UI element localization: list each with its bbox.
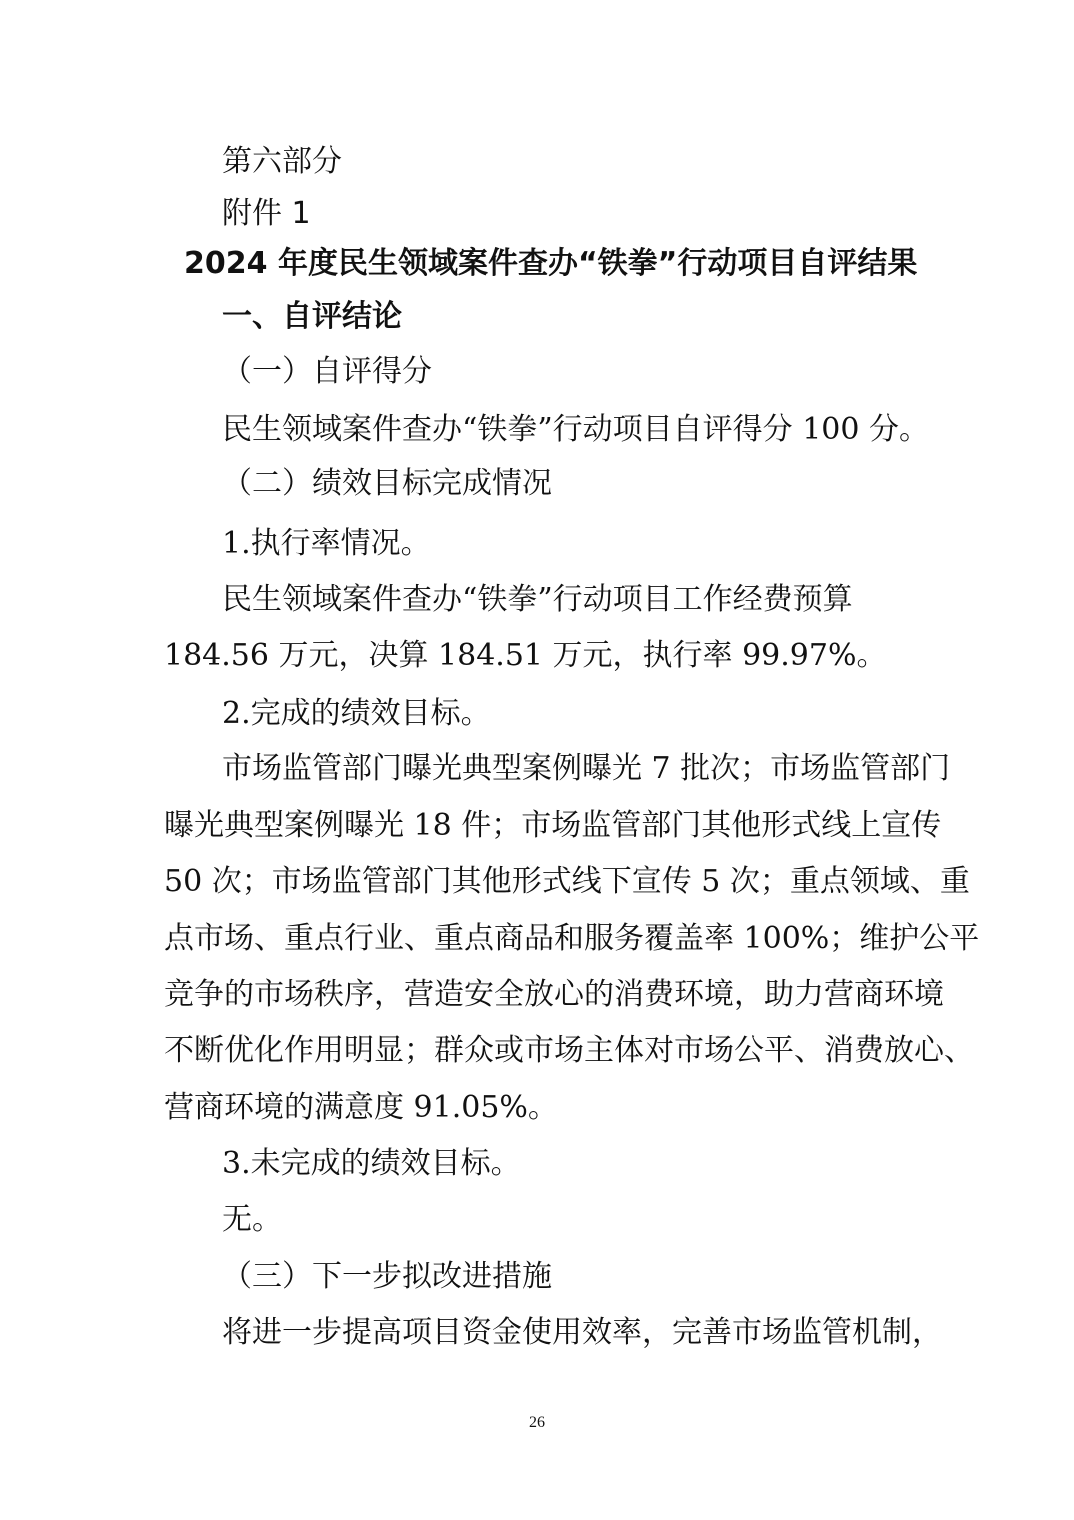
paragraph-line: 不断优化作用明显；群众或市场主体对市场公平、消费放心、 (164, 1033, 974, 1068)
subsection-heading-goals: （二）绩效目标完成情况 (222, 466, 552, 501)
item-heading-completed-goals: 2.完成的绩效目标。 (222, 696, 491, 731)
subsection-heading-score: （一）自评得分 (222, 354, 432, 389)
paragraph-line: 点市场、重点行业、重点商品和服务覆盖率 100%；维护公平 (164, 921, 980, 956)
page-number: 26 (529, 1414, 545, 1431)
section-heading-conclusion: 一、自评结论 (222, 299, 402, 334)
subsection-heading-improvements: （三）下一步拟改进措施 (222, 1259, 552, 1294)
paragraph-line: 曝光典型案例曝光 18 件；市场监管部门其他形式线上宣传 (164, 808, 942, 843)
part-label: 第六部分 (222, 144, 342, 179)
paragraph-line: 竞争的市场秩序，营造安全放心的消费环境，助力营商环境 (164, 977, 944, 1012)
incomplete-goals-text: 无。 (222, 1202, 282, 1237)
improvements-text: 将进一步提高项目资金使用效率，完善市场监管机制， (222, 1315, 942, 1350)
document-title: 2024 年度民生领域案件查办“铁拳”行动项目自评结果 (184, 246, 918, 281)
paragraph-line: 50 次；市场监管部门其他形式线下宣传 5 次；重点领域、重 (164, 864, 970, 899)
item-heading-execution-rate: 1.执行率情况。 (222, 526, 431, 561)
paragraph-line: 184.56 万元，决算 184.51 万元，执行率 99.97%。 (164, 638, 887, 673)
score-text: 民生领域案件查办“铁拳”行动项目自评得分 100 分。 (222, 412, 930, 447)
paragraph-line: 市场监管部门曝光典型案例曝光 7 批次；市场监管部门 (222, 751, 951, 786)
attachment-label: 附件 1 (222, 196, 311, 231)
paragraph-line: 营商环境的满意度 91.05%。 (164, 1090, 558, 1125)
paragraph-line: 民生领域案件查办“铁拳”行动项目工作经费预算 (222, 582, 853, 617)
item-heading-incomplete-goals: 3.未完成的绩效目标。 (222, 1146, 521, 1181)
